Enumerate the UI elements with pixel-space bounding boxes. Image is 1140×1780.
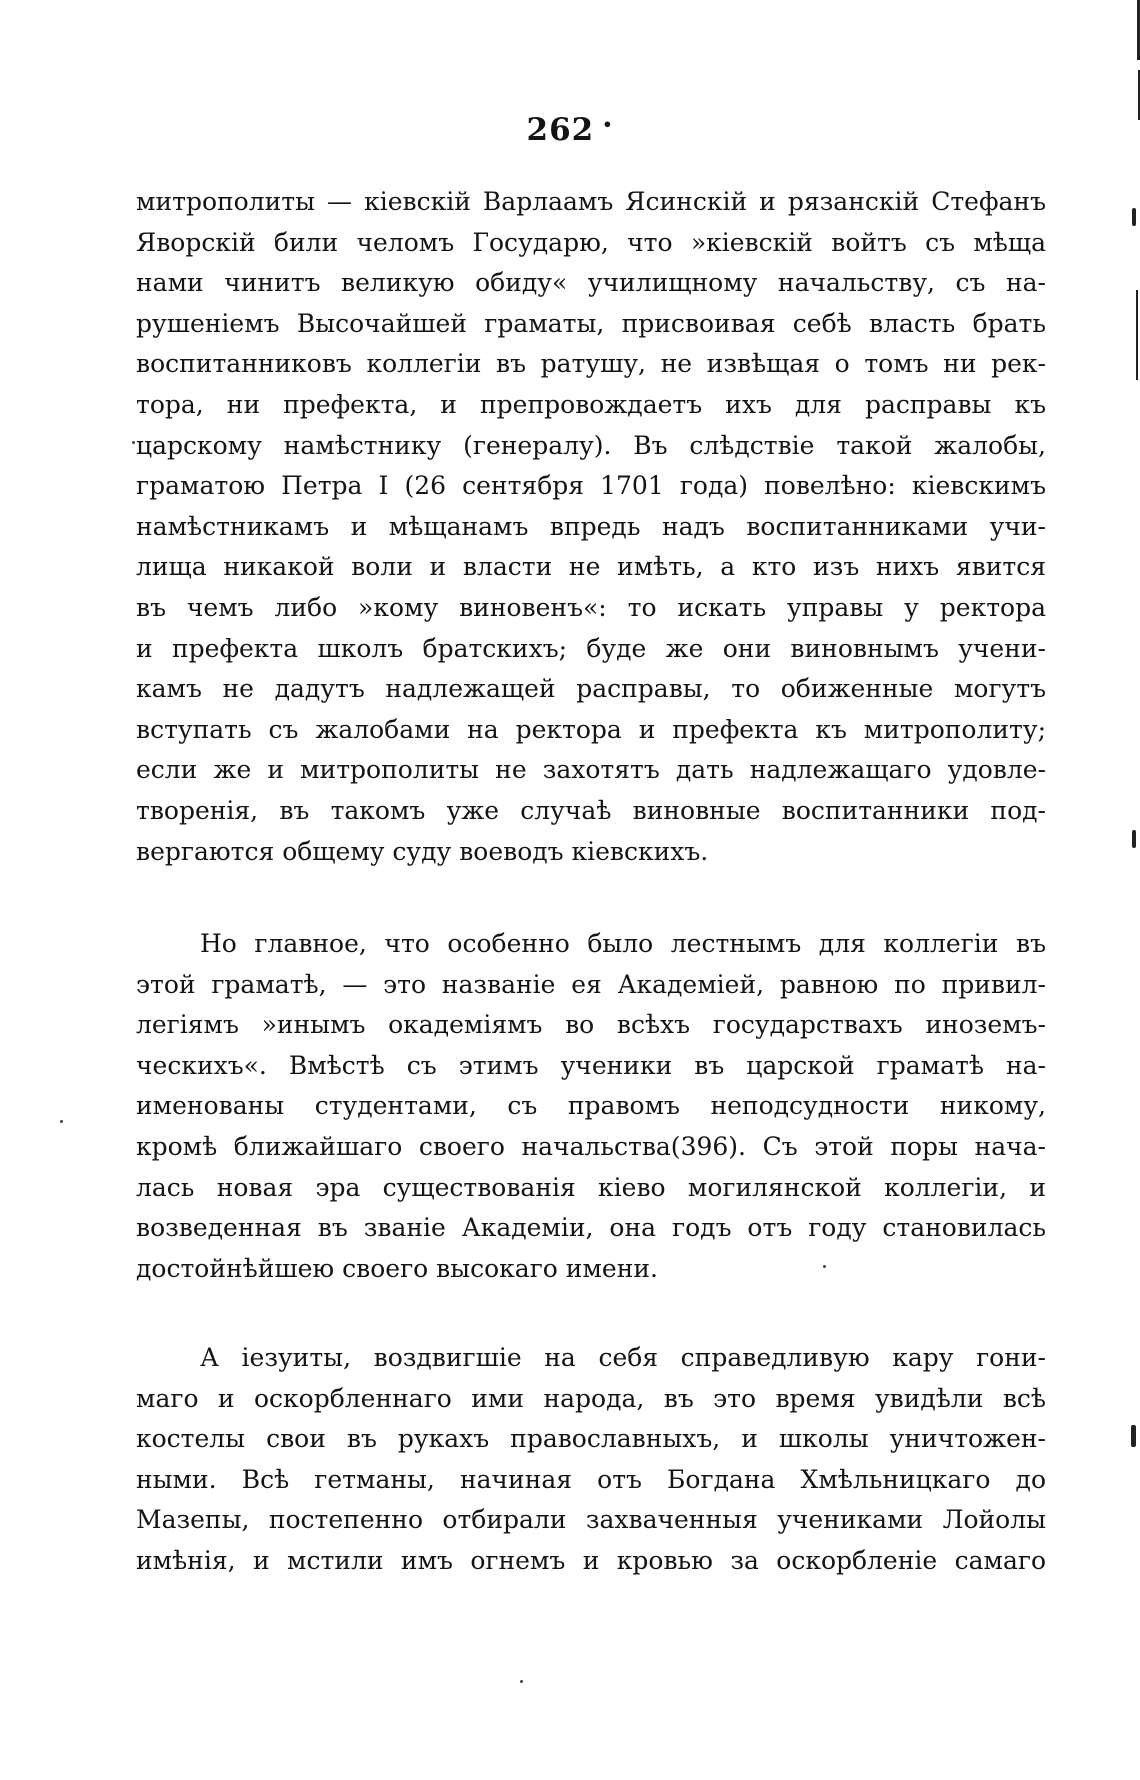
paragraph-1 xyxy=(136,182,1046,872)
text-line: лища никакой воли и власти не имѣть, а кто изъ нихъ явится xyxy=(136,552,1046,582)
page-number-dot: • xyxy=(602,115,614,134)
scan-edge-mark xyxy=(1132,208,1136,226)
text-line: творенія, въ такомъ уже случаѣ виновные воспитанники под- xyxy=(136,795,1046,825)
text-line: граматою Петра I (26 сентября 1701 года) повелѣно: кіевскимъ xyxy=(136,471,1046,501)
text-line: тора, ни префекта, и препровождаетъ ихъ для расправы къ xyxy=(136,389,1046,419)
text-line: и префекта школъ братскихъ; буде же они виновнымъ учени- xyxy=(136,633,1046,663)
text-line: нами чинитъ великую обиду« училищному начальству, съ на- xyxy=(136,268,1046,298)
text-line: маго и оскорбленнаго ими народа, въ это время увидѣли всѣ xyxy=(136,1383,1046,1413)
scan-edge-mark xyxy=(1132,830,1136,848)
scan-speck xyxy=(60,1120,63,1123)
text-line: именованы студентами, съ правомъ неподсудности никому, xyxy=(136,1091,1046,1121)
text-line: вступать съ жалобами на ректора и префекта къ митрополиту; xyxy=(136,714,1046,744)
text-line: лась новая эра существованія кіево могилянской коллегіи, и xyxy=(136,1172,1046,1202)
text-line: легіямъ »инымъ окадеміямъ во всѣхъ государствахъ иноземъ- xyxy=(136,1010,1046,1040)
text-line: вергаются общему суду воеводъ кіевскихъ. xyxy=(136,836,709,866)
text-line: Яворскій били челомъ Государю, что »кіевскій войтъ съ мѣща xyxy=(136,227,1046,257)
text-line: митрополиты — кіевскій Варлаамъ Ясинскій и рязанскій Стефанъ xyxy=(136,187,1046,216)
text-line: этой граматѣ, — это названіе ея Академіей, равною по привил- xyxy=(136,969,1046,999)
scan-speck xyxy=(132,441,135,444)
text-line: костелы свои въ рукахъ православныхъ, и школы уничтожен- xyxy=(136,1424,1046,1454)
text-line: въ чемъ либо »кому виновенъ«: то искать управы у ректора xyxy=(136,592,1046,622)
page-number xyxy=(0,112,1140,148)
text-line: достойнѣйшею своего высокаго имени. xyxy=(136,1253,658,1283)
text-line: воспитанниковъ коллегіи въ ратушу, не извѣщая о томъ ни рек- xyxy=(136,349,1046,379)
scan-edge-mark xyxy=(1136,290,1138,380)
paragraph-2 xyxy=(136,924,1046,1289)
text-line: А іезуиты, воздвигшіе на себя справедливую кару гони- xyxy=(200,1343,1046,1372)
text-line: ными. Всѣ гетманы, начиная отъ Богдана Хмѣльницкаго до xyxy=(136,1464,1046,1494)
scan-speck xyxy=(823,1265,826,1268)
text-line: ческихъ«. Вмѣстѣ съ этимъ ученики въ царской граматѣ на- xyxy=(136,1050,1046,1080)
text-line: кромѣ ближайшаго своего начальства(396). Съ этой поры нача- xyxy=(136,1131,1046,1161)
text-line: Но главное, что особенно было лестнымъ для коллегіи въ xyxy=(200,929,1046,958)
text-line: если же и митрополиты не захотятъ дать надлежащаго удовле- xyxy=(136,755,1046,785)
text-line: царскому намѣстнику (генералу). Въ слѣдствіе такой жалобы, xyxy=(136,430,1046,460)
paragraph-3 xyxy=(136,1338,1046,1582)
text-line: имѣнія, и мстили имъ огнемъ и кровью за оскорбленіе самаго xyxy=(136,1545,1046,1575)
text-line: рушеніемъ Высочайшей граматы, присвоивая себѣ власть брать xyxy=(136,308,1046,338)
text-line: возведенная въ званіе Академіи, она годъ отъ году становилась xyxy=(136,1213,1046,1243)
scan-speck xyxy=(520,1680,523,1683)
text-line: Мазепы, постепенно отбирали захваченныя учениками Лойолы xyxy=(136,1505,1046,1535)
text-line: камъ не дадутъ надлежащей расправы, то обиженные могутъ xyxy=(136,674,1046,704)
scan-edge-mark xyxy=(1131,1425,1136,1447)
page-number-value: 262 xyxy=(526,112,595,148)
text-line: намѣстникамъ и мѣщанамъ впредь надъ воспитанниками учи- xyxy=(136,511,1046,541)
